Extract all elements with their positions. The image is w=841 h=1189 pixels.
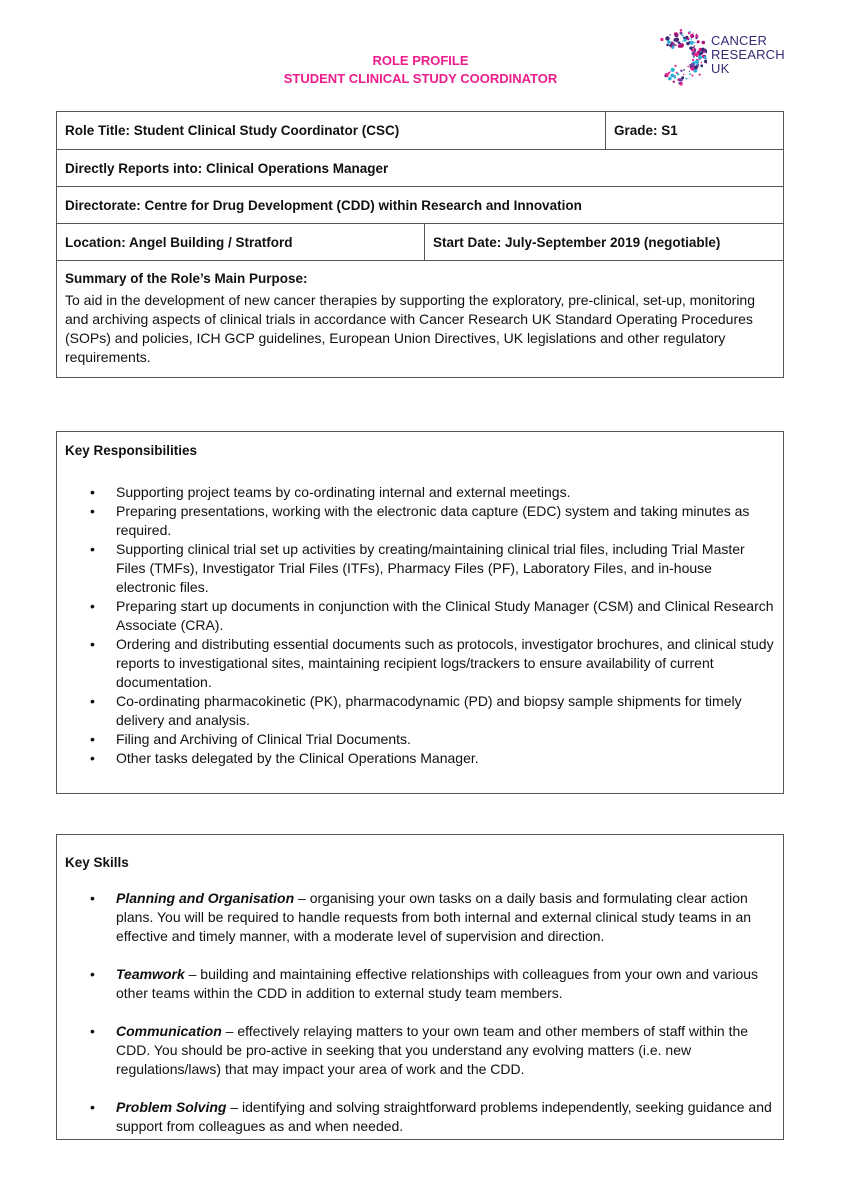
title-line-1: ROLE PROFILE bbox=[372, 53, 469, 68]
logo-text bbox=[711, 34, 785, 76]
list-item bbox=[116, 965, 775, 1003]
key-skills-section bbox=[56, 834, 784, 1140]
skill-description: – building and maintaining effective relationships with colleagues from your own and various other teams within the CDD in addition to external study team members. bbox=[116, 966, 759, 1001]
list-item bbox=[116, 889, 775, 946]
skill-name: Teamwork bbox=[116, 966, 185, 982]
summary-section bbox=[57, 261, 783, 377]
cancer-research-uk-c-logo-icon bbox=[655, 28, 707, 86]
directorate: Directorate: Centre for Drug Development (CDD) within Research and Innovation bbox=[65, 197, 582, 213]
skill-name: Communication bbox=[116, 1023, 222, 1039]
role-title: Role Title: Student Clinical Study Coordinator (CSC) bbox=[57, 112, 606, 149]
title-line-2: STUDENT CLINICAL STUDY COORDINATOR bbox=[283, 71, 558, 86]
reports-into: Directly Reports into: Clinical Operations Manager bbox=[65, 160, 389, 176]
list-item: • Supporting project teams by co-ordinating internal and external meetings. bbox=[116, 483, 775, 502]
location-row bbox=[57, 224, 783, 261]
logo-text-line-3: UK bbox=[711, 61, 730, 76]
list-item: • Ordering and distributing essential documents such as protocols, investigator brochures, and clinical study reports to investigational sites, maintaining recipient logs/trackers to ensure availability of current documentation. bbox=[116, 635, 775, 692]
list-item bbox=[116, 1022, 775, 1079]
list-item: • Co-ordinating pharmacokinetic (PK), pharmacodynamic (PD) and biopsy sample shipments for timely delivery and analysis. bbox=[116, 692, 775, 730]
logo-text-line-1: CANCER bbox=[711, 33, 768, 48]
grade: Grade: S1 bbox=[614, 123, 678, 138]
skill-description: – identifying and solving straightforward problems independently, seeking guidance and support from colleagues as and when needed. bbox=[116, 1099, 772, 1134]
skill-description: – effectively relaying matters to your own team and other members of staff within the CDD. You should be pro-active in seeking that you understand any evolving matters (i.e. new regulations/laws) that may impact your area of work and the CDD. bbox=[116, 1023, 749, 1077]
skill-description: – organising your own tasks on a daily basis and formulating clear action plans. You will be required to handle requests from both internal and external clinical study teams in an effective and timely manner, with a moderate level of supervision and direction. bbox=[116, 890, 752, 944]
list-item: • Preparing start up documents in conjunction with the Clinical Study Manager (CSM) and Clinical Research Associate (CRA). bbox=[116, 597, 775, 635]
cancer-research-uk-logo bbox=[655, 28, 785, 86]
list-item: • Filing and Archiving of Clinical Trial Documents. bbox=[116, 730, 775, 749]
summary-heading: Summary of the Role’s Main Purpose: bbox=[65, 271, 308, 286]
location: Location: Angel Building / Stratford bbox=[57, 224, 425, 260]
summary-text: To aid in the development of new cancer therapies by supporting the exploratory, pre-clinical, set-up, monitoring and archiving aspects of clinical trials in accordance with Cancer Research UK Standard Operating Procedures (SOPs) and policies, ICH GCP guidelines, European Union Directives, UK legislations and other regulatory requirements. bbox=[65, 292, 756, 365]
list-item bbox=[116, 1098, 775, 1136]
responsibilities-list bbox=[65, 483, 775, 768]
role-details-table bbox=[56, 111, 784, 378]
skills-list bbox=[65, 889, 775, 1136]
role-title-row bbox=[57, 112, 783, 150]
key-responsibilities-section bbox=[56, 431, 784, 794]
directorate-row bbox=[57, 187, 783, 224]
reports-into-row bbox=[57, 150, 783, 187]
key-responsibilities-heading: Key Responsibilities bbox=[65, 443, 198, 458]
list-item: • Other tasks delegated by the Clinical Operations Manager. bbox=[116, 749, 775, 768]
list-item: • Preparing presentations, working with the electronic data capture (EDC) system and taking minutes as required. bbox=[116, 502, 775, 540]
list-item: • Supporting clinical trial set up activities by creating/maintaining clinical trial files, including Trial Master Files (TMFs), Investigator Trial Files (ITFs), Pharmacy Files (PF), Laboratory Files, and in-house electronic files. bbox=[116, 540, 775, 597]
skill-name: Problem Solving bbox=[116, 1099, 227, 1115]
skill-name: Planning and Organisation bbox=[116, 890, 295, 906]
start-date: Start Date: July-September 2019 (negotiable) bbox=[433, 234, 721, 250]
key-skills-heading: Key Skills bbox=[65, 855, 129, 870]
summary-row bbox=[57, 261, 783, 377]
logo-text-line-2: RESEARCH bbox=[711, 47, 785, 62]
